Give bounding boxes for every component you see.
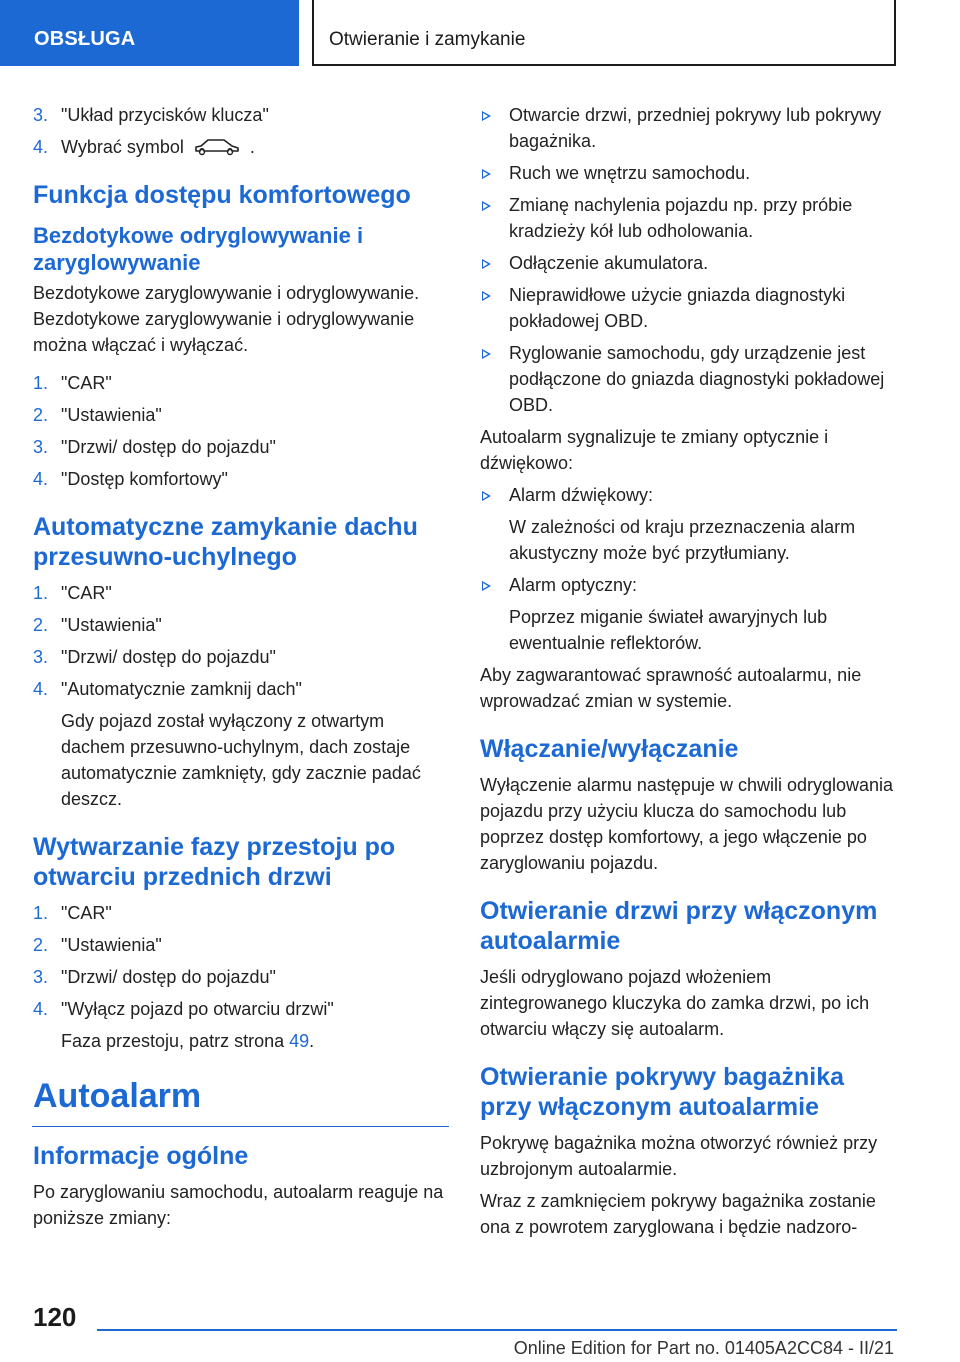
signal-paragraph: Autoalarm sygnalizuje te zmiany optycznie i dźwiękowo: xyxy=(480,427,829,473)
list-item xyxy=(33,900,449,926)
list-number: 4. xyxy=(33,137,49,157)
list-text: Wybrać symbol xyxy=(61,137,184,157)
bullet-item xyxy=(480,250,898,276)
list-text: "Drzwi/ dostęp do pojazdu" xyxy=(61,967,276,987)
list-text: "Układ przycisków klucza" xyxy=(61,105,269,125)
bullet-note: Poprzez miganie świateł awaryjnych lub ewentualnie reflektorów. xyxy=(509,607,828,653)
bullet-text: Alarm optyczny: xyxy=(509,575,638,595)
list-item xyxy=(33,370,449,396)
list-number: 4. xyxy=(33,469,49,489)
triangle-bullet-icon xyxy=(482,491,491,501)
heading-alarm: Autoalarm xyxy=(33,1077,202,1115)
list-text: "Automatycznie zamknij dach" xyxy=(61,679,302,699)
list-item xyxy=(33,466,449,492)
heading-open-doors: Otwieranie drzwi przy włączonym autoalarmie xyxy=(480,897,878,955)
bullet-item xyxy=(480,340,898,418)
chapter-tab xyxy=(312,0,896,66)
keyless-paragraph: Bezdotykowe zaryglowywanie i odryglowywanie. Bezdotykowe zaryglowywanie i odryglowywanie można włączać i wyłączać. xyxy=(33,283,420,355)
car-icon xyxy=(194,137,240,157)
list-number: 3. xyxy=(33,647,49,667)
general-paragraph: Po zaryglowaniu samochodu, autoalarm reaguje na poniższe zmiany: xyxy=(33,1182,444,1228)
right-column xyxy=(480,102,898,1246)
bullet-item xyxy=(480,192,898,244)
list-item xyxy=(33,932,449,958)
list-text: "CAR" xyxy=(61,903,112,923)
heading-keyless: Bezdotykowe odryglowywanie i zaryglowywanie xyxy=(33,223,364,275)
list-note: Faza przestoju, patrz strona 49. xyxy=(61,1031,315,1051)
bullet-text: Zmianę nachylenia pojazdu np. przy próbie kradzieży kół lub odholowania. xyxy=(509,195,853,241)
trunk-paragraph-2: Wraz z zamknięciem pokrywy bagażnika zostanie ona z powrotem zaryglowana i będzie nadzoro- xyxy=(480,1191,876,1237)
list-text: "Ustawienia" xyxy=(61,935,162,955)
heading-general-info: Informacje ogólne xyxy=(33,1142,249,1170)
heading-open-trunk: Otwieranie pokrywy bagażnika przy włączonym autoalarmie xyxy=(480,1063,845,1121)
list-number: 1. xyxy=(33,583,49,603)
list-item xyxy=(33,102,449,128)
list-number: 3. xyxy=(33,437,49,457)
section-label: OBSŁUGA xyxy=(34,28,136,50)
list-number: 3. xyxy=(33,105,49,125)
list-number: 3. xyxy=(33,967,49,987)
heading-on-off: Włączanie/wyłączanie xyxy=(480,735,739,763)
warning-paragraph: Aby zagwarantować sprawność autoalarmu, nie wprowadzać zmian w systemie. xyxy=(480,665,862,711)
footer-divider xyxy=(97,1329,897,1331)
bullet-item xyxy=(480,572,898,656)
list-item xyxy=(33,612,449,638)
list-text: "Ustawienia" xyxy=(61,405,162,425)
open-doors-paragraph: Jeśli odryglowano pojazd włożeniem zintegrowanego kluczyka do zamka drzwi, po ich otwarciu włączy się autoalarm. xyxy=(480,967,870,1039)
bullet-item xyxy=(480,482,898,566)
bullet-item xyxy=(480,102,898,154)
list-number: 1. xyxy=(33,903,49,923)
bullet-text: Alarm dźwiękowy: xyxy=(509,485,654,505)
edition-note: Online Edition for Part no. 01405A2CC84 - II/21 xyxy=(513,1338,894,1358)
list-item xyxy=(33,996,449,1054)
list-number: 2. xyxy=(33,935,49,955)
list-text: "CAR" xyxy=(61,373,112,393)
bullet-text: Nieprawidłowe użycie gniazda diagnostyki pokładowej OBD. xyxy=(509,285,846,331)
list-text: "Drzwi/ dostęp do pojazdu" xyxy=(61,437,276,457)
triangle-bullet-icon xyxy=(482,349,491,359)
list-text: "Dostęp komfortowy" xyxy=(61,469,228,489)
list-text: "Drzwi/ dostęp do pojazdu" xyxy=(61,647,276,667)
list-note: Gdy pojazd został wyłączony z otwartym dachem przesuwno-uchylnym, dach zostaje automatycznie zamknięty, gdy zacznie padać deszcz. xyxy=(61,711,421,809)
list-number: 2. xyxy=(33,405,49,425)
bullet-text: Otwarcie drzwi, przedniej pokrywy lub pokrywy bagażnika. xyxy=(509,105,882,151)
list-item xyxy=(33,964,449,990)
list-text: "Ustawienia" xyxy=(61,615,162,635)
list-item xyxy=(33,644,449,670)
trunk-paragraph-1: Pokrywę bagażnika można otworzyć również przy uzbrojonym autoalarmie. xyxy=(480,1133,878,1179)
list-text: "Wyłącz pojazd po otwarciu drzwi" xyxy=(61,999,334,1019)
page-number: 120 xyxy=(33,1302,77,1332)
list-item xyxy=(33,580,449,606)
triangle-bullet-icon xyxy=(482,259,491,269)
triangle-bullet-icon xyxy=(482,581,491,591)
triangle-bullet-icon xyxy=(482,169,491,179)
list-item xyxy=(33,402,449,428)
list-item xyxy=(33,134,449,160)
page-reference-link[interactable]: 49 xyxy=(289,1031,310,1051)
list-number: 2. xyxy=(33,615,49,635)
left-column xyxy=(33,102,449,1237)
list-text: "CAR" xyxy=(61,583,112,603)
list-item xyxy=(33,676,449,812)
bullet-text: Ryglowanie samochodu, gdy urządzenie jest podłączone do gniazda diagnostyki pokładowej OBD. xyxy=(509,343,885,415)
list-number: 1. xyxy=(33,373,49,393)
page-header xyxy=(0,0,960,66)
chapter-label: Otwieranie i zamykanie xyxy=(329,29,526,50)
triangle-bullet-icon xyxy=(482,291,491,301)
section-tab xyxy=(0,0,299,66)
bullet-item xyxy=(480,160,898,186)
page-footer xyxy=(0,1290,960,1362)
heading-divider xyxy=(32,1126,449,1127)
bullet-text: Ruch we wnętrzu samochodu. xyxy=(509,163,751,183)
bullet-note: W zależności od kraju przeznaczenia alarm akustyczny może być przytłumiany. xyxy=(509,517,856,563)
note-text: Faza przestoju, patrz strona xyxy=(61,1031,285,1051)
heading-comfort-access: Funkcja dostępu komfortowego xyxy=(33,181,411,209)
heading-idle-state: Wytwarzanie fazy przestoju po otwarciu przednich drzwi xyxy=(33,833,396,891)
list-item xyxy=(33,434,449,460)
list-number: 4. xyxy=(33,679,49,699)
on-off-paragraph: Wyłączenie alarmu następuje w chwili odryglowania pojazdu przy użyciu klucza do samochodu lub poprzez dostęp komfortowy, a jego włączenie po zaryglowaniu pojazdu. xyxy=(480,775,894,873)
bullet-text: Odłączenie akumulatora. xyxy=(509,253,709,273)
triangle-bullet-icon xyxy=(482,111,491,121)
bullet-item xyxy=(480,282,898,334)
heading-sunroof: Automatyczne zamykanie dachu przesuwno-uchylnego xyxy=(33,513,418,571)
list-text-end: . xyxy=(249,137,255,157)
triangle-bullet-icon xyxy=(482,201,491,211)
list-number: 4. xyxy=(33,999,49,1019)
